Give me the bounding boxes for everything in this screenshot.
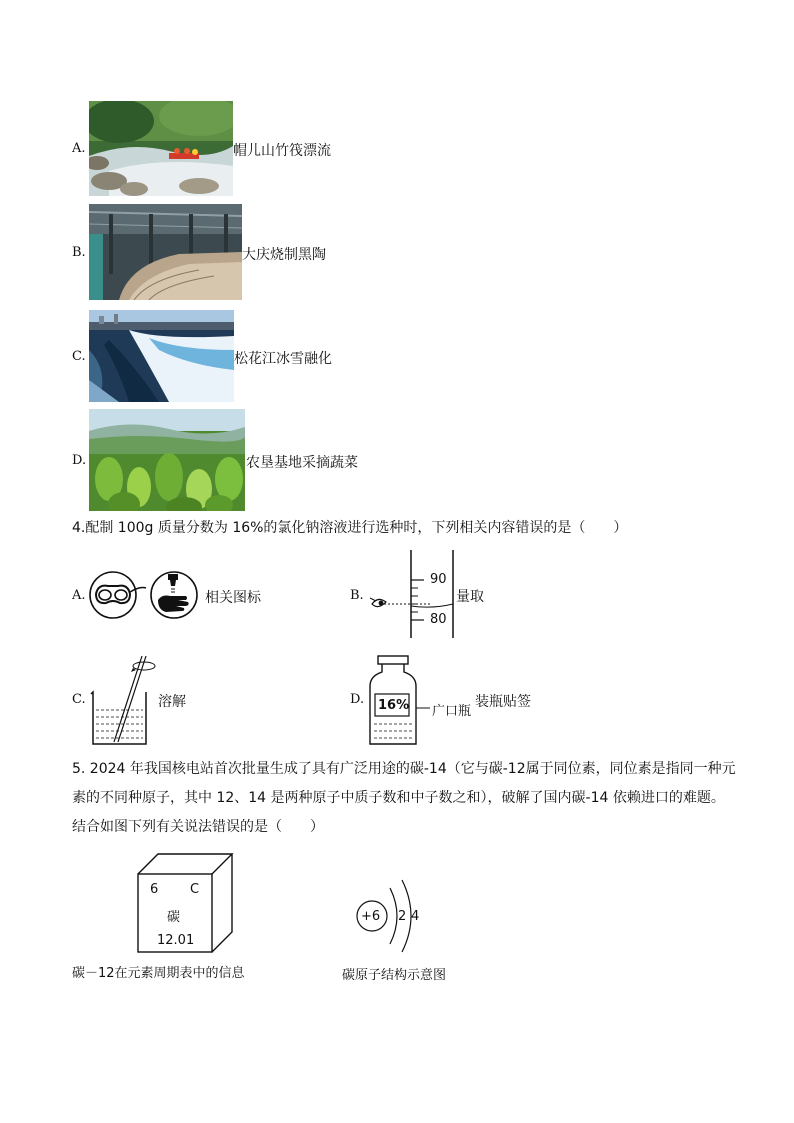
atomic-number: 6 [150,882,159,897]
shell-2-electrons: 4 [411,909,420,924]
rafting-photo [89,101,233,196]
goggles-icon [90,572,146,618]
option-label: 相关图标 [205,590,261,606]
option-letter: D. [72,453,87,468]
atom-diagram-caption: 碳原子结构示意图 [342,968,447,983]
atomic-mass: 12.01 [157,933,195,948]
pottery-factory-photo [89,204,242,300]
option-letter: B. [350,588,364,603]
river-ice-photo [89,310,234,402]
vegetable-field-photo [89,409,245,511]
option-letter: B. [72,245,86,260]
option-label: 装瓶贴签 [475,694,531,710]
beaker-stirring-diagram [88,650,158,748]
option-label: 帽儿山竹筏漂流 [233,143,331,159]
option-letter: D. [350,692,365,707]
tick-label-90: 90 [430,572,447,587]
option-label: 农垦基地采摘蔬菜 [246,455,358,471]
shell-1-electrons: 2 [398,909,407,924]
option-letter: A. [72,141,86,156]
hand-wash-icon [151,572,197,618]
periodic-card-caption: 碳－12在元素周期表中的信息 [72,966,245,981]
nucleus-charge: +6 [361,909,381,924]
bottle-label: 16% [378,698,410,713]
question-5-stem-line1: 5. 2024 年我国核电站首次批量生成了具有广泛用途的碳-14（它与碳-12属于同位素，同位素是指同一种元 [72,761,736,777]
option-letter: C. [72,349,86,364]
element-symbol: C [190,882,200,897]
bottle-pointer-label: 广口瓶 [432,704,472,719]
element-name: 碳 [167,910,181,925]
option-label: 量取 [456,589,484,605]
option-letter: C. [72,692,86,707]
option-label: 大庆烧制黑陶 [242,247,326,263]
safety-icons [88,570,200,620]
option-letter: A. [72,588,86,603]
option-label: 溶解 [158,694,186,710]
question-5-stem-line2: 素的不同种原子，其中 12、14 是两种原子中质子数和中子数之和），破解了国内碳-14 依赖进口的难题。 [72,790,725,806]
question-4-stem: 4.配制 100g 质量分数为 16%的氯化钠溶液进行选种时，下列相关内容错误的是（ ） [72,520,628,536]
eye-icon [370,598,386,607]
question-5-stem-line3: 结合如图下列有关说法错误的是（ ） [72,819,324,835]
option-label: 松花江冰雪融化 [234,351,332,367]
tick-label-80: 80 [430,612,447,627]
